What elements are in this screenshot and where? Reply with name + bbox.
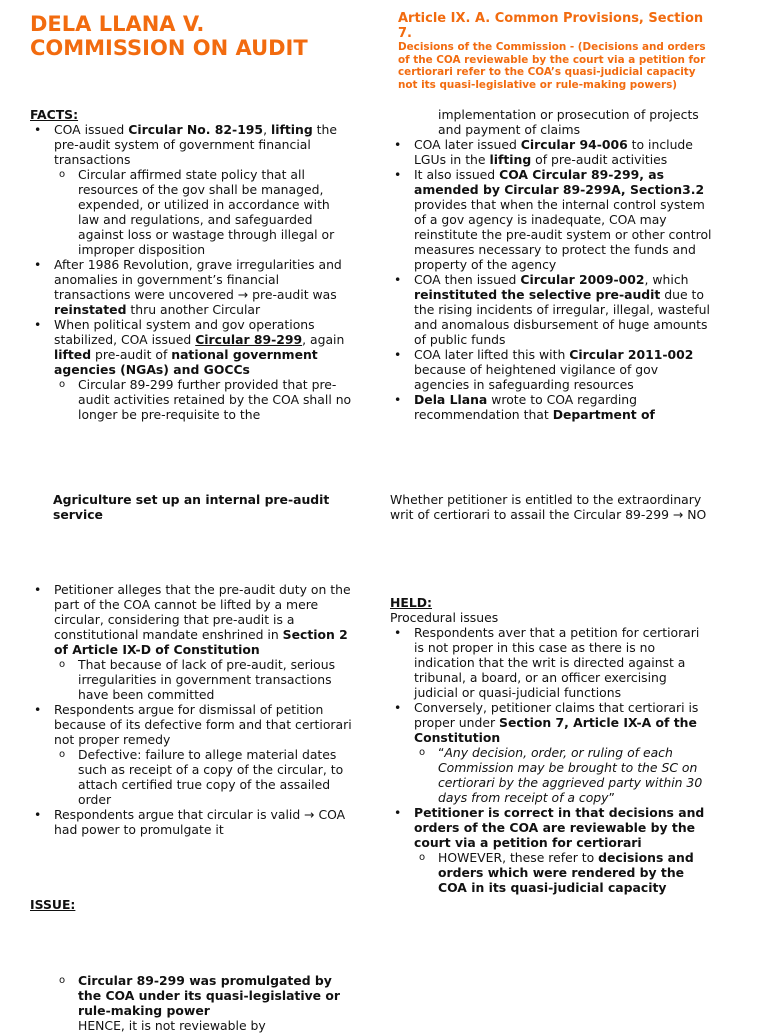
text-line: “: [438, 745, 445, 760]
held-section: [390, 595, 740, 895]
bold-text: Circular 2009-002: [520, 272, 645, 287]
text-line: transactions: [54, 152, 131, 167]
text-line: COA then issued: [414, 272, 521, 287]
list-item: [390, 137, 735, 167]
list-continuation: [390, 107, 735, 137]
text-line: [30, 582, 370, 837]
text-line: transactions were uncovered → pre-audit was: [54, 287, 337, 302]
case-title: [30, 12, 370, 60]
list-item: [30, 702, 370, 747]
text-line: constitutional mandate enshrined in: [54, 627, 283, 642]
text-line: not its quasi-legislative or rule-making powers): [398, 78, 678, 91]
mid-left-text: [53, 492, 373, 522]
text-line: • Conversely, petitioner claims that certiorari is: [414, 700, 699, 715]
list-item: [390, 805, 740, 850]
list-item: [390, 625, 740, 700]
text-line: LGUs in the: [414, 152, 490, 167]
list-item: [30, 317, 370, 377]
text-line: o Defective: failure to allege material dates: [78, 747, 337, 762]
bold-text: of Article IX-D of Constitution: [54, 642, 260, 657]
text-line: [54, 642, 370, 657]
text-line: reinstitute the pre-audit system or other control: [414, 227, 712, 242]
italic-text: Commission may be brought to the SC on: [438, 760, 698, 775]
bold-text: court via a petition for certiorari: [414, 835, 642, 850]
bold-text: Circular 2011-002: [569, 347, 694, 362]
list-item: [390, 167, 735, 272]
bold-text: national government: [171, 347, 318, 362]
text-line: the rising incidents of irregular, illegal, wasteful: [414, 302, 710, 317]
bold-text: Dela Llana: [414, 392, 488, 407]
list-subitem: [390, 745, 740, 805]
text-line: tribunal, a board, or an officer exercising: [414, 670, 667, 685]
bold-text: amended by Circular 89-299A, Section3.2: [414, 182, 705, 197]
text-line: is not proper in this case as there is no: [414, 640, 656, 655]
facts-heading: [30, 107, 370, 122]
text-line: not proper remedy: [54, 732, 171, 747]
list-subitem: [30, 657, 370, 702]
bold-text: Section 7, Article IX-A of the: [499, 715, 697, 730]
text-line: Decisions of the Commission - (Decisions and orders: [398, 41, 706, 53]
text-line: • Respondents aver that a petition for certiorari: [414, 625, 700, 640]
text-line: [414, 820, 740, 835]
text-line: [78, 1003, 370, 1018]
text-line: [438, 745, 740, 760]
text-line: [53, 492, 373, 507]
text-line: pre-audit of: [91, 347, 172, 362]
right-top-section: [390, 107, 735, 422]
text-line: provides that when the internal control system: [414, 197, 705, 212]
text-line: [414, 805, 740, 820]
bold-text: Circular 89-299: [195, 332, 303, 347]
text-line: law and regulations, and safeguarded: [78, 212, 313, 227]
text-line: agencies in safeguarding resources: [414, 377, 634, 392]
text-line: [438, 775, 740, 790]
text-line: order: [78, 792, 112, 807]
text-line: [414, 182, 735, 197]
bold-text: ISSUE:: [30, 897, 76, 912]
text-line: and anomalous disbursement of huge amounts: [414, 317, 708, 332]
text-line: of pre-audit activities: [531, 152, 668, 167]
text-line: COA later lifted this with: [414, 347, 570, 362]
text-line: [438, 850, 740, 865]
text-line: the: [312, 122, 337, 137]
held-subheading: Procedural issues: [390, 610, 499, 625]
list-item: [30, 582, 370, 657]
italic-text: certiorari by the aggrieved party within 30: [438, 775, 703, 790]
bold-text: Circular 94-006: [520, 137, 628, 152]
text-line: wrote to COA regarding: [487, 392, 637, 407]
text-line: [414, 392, 735, 407]
text-line: [30, 122, 370, 422]
list-subitem: [30, 167, 370, 257]
text-line: • Respondents argue for dismissal of petition: [54, 702, 324, 717]
text-line: [54, 347, 370, 362]
text-line: • After 1986 Revolution, grave irregularities and: [54, 257, 342, 272]
text-line: [414, 287, 735, 302]
bold-text: the COA under its quasi-legislative or: [78, 988, 341, 1003]
text-line: [54, 362, 370, 377]
text-line: [54, 122, 370, 137]
text-line: [438, 790, 740, 805]
issue-answer: [390, 492, 740, 522]
text-line: Article IX. A. Common Provisions, Section: [398, 11, 704, 26]
text-line: thru another Circular: [126, 302, 261, 317]
text-line: indication that the writ is directed against a: [414, 655, 686, 670]
text-line: COA later issued: [414, 137, 521, 152]
text-line: [414, 152, 735, 167]
text-line: Whether petitioner is entitled to the extraordinary: [390, 492, 702, 507]
text-line: part of the COA cannot be lifted by a mere: [54, 597, 319, 612]
text-line: [414, 730, 740, 745]
text-line: writ of certiorari to assail the Circular 89-299 → NO: [390, 507, 707, 522]
lower-left-section: [30, 582, 370, 837]
bold-text: COA Circular 89-299, as: [499, 167, 664, 182]
text-line: of public funds: [414, 332, 506, 347]
text-line: circular, considering that pre-audit is a: [54, 612, 295, 627]
hence-text: HENCE, it is not reviewable by: [78, 1018, 266, 1033]
text-line: due to: [660, 287, 705, 302]
list-item: [390, 392, 735, 422]
text-line: [54, 302, 370, 317]
bold-text: service: [53, 507, 103, 522]
list-item: [390, 700, 740, 745]
text-line: [414, 835, 740, 850]
text-line: ,: [263, 122, 271, 137]
text-line: It also issued: [414, 167, 500, 182]
text-line: irregularities in government transactions: [78, 672, 332, 687]
text-line: [53, 507, 373, 522]
text-line: [414, 715, 740, 730]
text-line: and payment of claims: [438, 122, 581, 137]
facts-section: [30, 107, 370, 422]
text-line: [30, 973, 370, 1033]
text-line: property of the agency: [414, 257, 557, 272]
bold-text: Circular 89-299 was promulgated by: [78, 973, 332, 988]
list-subitem: [30, 377, 370, 422]
text-line: [78, 973, 370, 988]
bold-text: rule-making power: [78, 1003, 210, 1018]
issue-heading: [30, 897, 75, 912]
article-heading: [398, 11, 748, 91]
bold-text: Constitution: [414, 730, 501, 745]
list-item: [30, 807, 370, 837]
text-line: such as receipt of a copy of the circular, to: [78, 762, 344, 777]
text-line: stabilized, COA issued: [54, 332, 196, 347]
text-line: had power to promulgate it: [54, 822, 224, 837]
list-item: [30, 122, 370, 167]
bold-text: lifting: [270, 122, 313, 137]
text-line: audit activities retained by the COA shall no: [78, 392, 352, 407]
text-line: [414, 272, 735, 287]
text-line: [54, 332, 370, 347]
bold-text: decisions and: [598, 850, 694, 865]
list-subitem: [30, 973, 370, 1033]
list-item: [30, 257, 370, 317]
text-line: [414, 347, 735, 362]
bold-text: Agriculture set up an internal pre-audit: [53, 492, 330, 507]
text-line: o Circular 89-299 further provided that pre-: [78, 377, 337, 392]
text-line: [390, 625, 740, 895]
list-subitem: [390, 850, 740, 895]
text-line: certiorari refer to the COA’s quasi-judicial capacity: [398, 66, 696, 78]
text-line: [438, 760, 740, 775]
text-line: anomalies in government’s financial: [54, 272, 280, 287]
text-line: [54, 627, 370, 642]
text-line: ”: [608, 790, 615, 805]
text-line: pre-audit system of government financial: [54, 137, 311, 152]
text-line: [78, 1018, 370, 1033]
bold-text: Circular No. 82-195: [128, 122, 264, 137]
issue-conclusion: [30, 973, 370, 1033]
list-subitem: [30, 747, 370, 807]
text-line: longer be pre-requisite to the: [78, 407, 261, 422]
text-line: [438, 880, 740, 895]
bold-text: HELD:: [390, 595, 432, 610]
text-line: COA issued: [54, 122, 129, 137]
text-line: against loss or wastage through illegal or: [78, 227, 335, 242]
text-line: HOWEVER, these refer to: [438, 850, 599, 865]
text-line: measures necessary to protect the funds and: [414, 242, 696, 257]
bold-text: reinstated: [54, 302, 127, 317]
text-line: improper disposition: [78, 242, 206, 257]
text-line: • Respondents argue that circular is valid → COA: [54, 807, 346, 822]
text-line: 7.: [398, 26, 412, 41]
list-item: [390, 272, 735, 347]
bold-text: COA in its quasi-judicial capacity: [438, 880, 667, 895]
text-line: o Circular affirmed state policy that all: [78, 167, 305, 182]
bold-text: Section 2: [282, 627, 348, 642]
text-line: attach certified true copy of the assailed: [78, 777, 331, 792]
text-line: judicial or quasi-judicial functions: [414, 685, 622, 700]
text-line: of a gov agency is inadequate, COA may: [414, 212, 667, 227]
bold-text: lifted: [54, 347, 92, 362]
text-line: • Petitioner alleges that the pre-audit duty on the: [54, 582, 351, 597]
bold-text: FACTS:: [30, 107, 79, 122]
text-line: implementation or prosecution of projects: [438, 107, 699, 122]
text-line: resources of the gov shall be managed,: [78, 182, 324, 197]
article-subtitle: [398, 41, 748, 91]
held-heading: [390, 595, 740, 610]
bold-text: reinstituted the selective pre-audit: [414, 287, 661, 302]
bold-text: Department of: [552, 407, 655, 422]
bold-text: agencies (NGAs) and GOCCs: [54, 362, 250, 377]
text-line: proper under: [414, 715, 500, 730]
text-line: [390, 107, 735, 422]
italic-text: Any decision, order, or ruling of each: [444, 745, 673, 760]
text-line: [78, 988, 370, 1003]
text-line: DELA LLANA V.: [30, 12, 205, 36]
text-line: COMMISSION ON AUDIT: [30, 36, 308, 60]
text-line: to include: [627, 137, 693, 152]
text-line: , again: [302, 332, 345, 347]
text-line: [414, 407, 735, 422]
bold-text: Petitioner is correct in that decisions and: [414, 805, 705, 820]
text-line: of the COA reviewable by the court via a petition for: [398, 53, 706, 66]
bold-text: lifting: [489, 152, 532, 167]
article-title: [398, 11, 748, 41]
text-line: , which: [644, 272, 689, 287]
text-line: [414, 137, 735, 152]
text-line: because of its defective form and that certiorari: [54, 717, 352, 732]
list-item: [390, 347, 735, 392]
text-line: o That because of lack of pre-audit, serious: [78, 657, 336, 672]
text-line: [414, 167, 735, 182]
text-line: because of heightened vigilance of gov: [414, 362, 659, 377]
text-line: have been committed: [78, 687, 215, 702]
text-line: expended, or utilized in accordance with: [78, 197, 330, 212]
text-line: recommendation that: [414, 407, 553, 422]
bold-text: orders which were rendered by the: [438, 865, 685, 880]
bold-text: orders of the COA are reviewable by the: [414, 820, 696, 835]
text-line: • When political system and gov operations: [54, 317, 315, 332]
italic-text: days from receipt of a copy: [438, 790, 609, 805]
text-line: [438, 865, 740, 880]
